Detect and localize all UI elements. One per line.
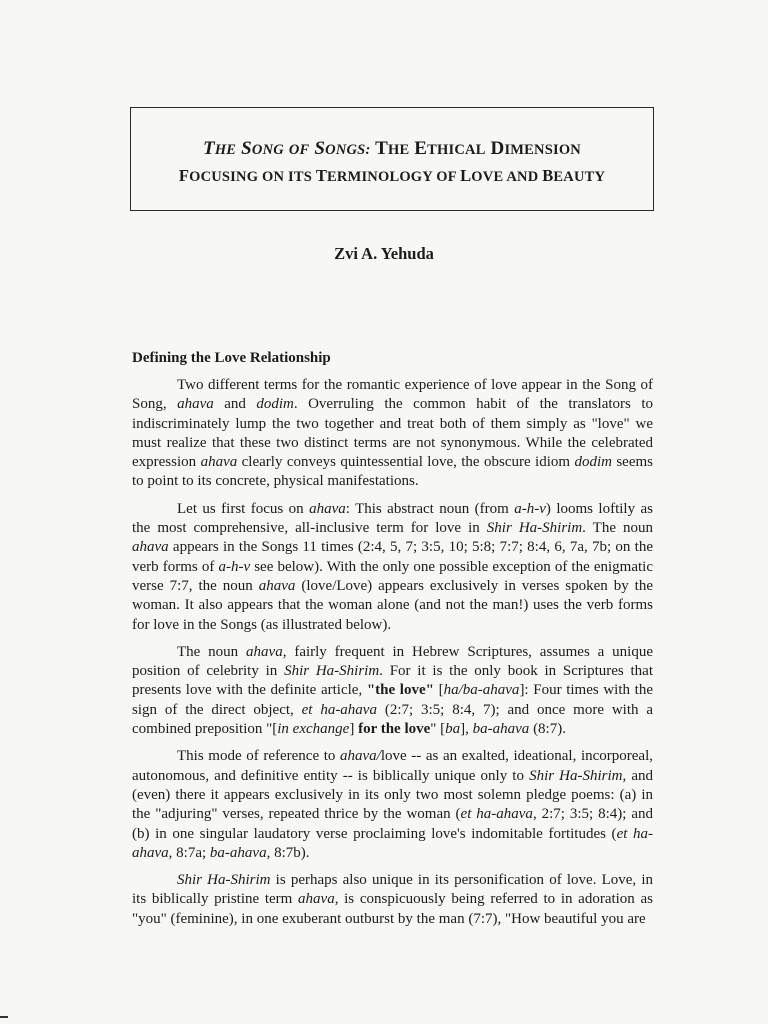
section-heading: Defining the Love Relationship xyxy=(132,350,331,366)
italic-term: ahava xyxy=(258,577,296,594)
italic-term: ahava xyxy=(246,643,283,660)
italic-term: ahava xyxy=(309,500,346,517)
bold-term: for the love xyxy=(358,721,431,738)
scan-edge-mark xyxy=(0,1016,8,1018)
italic-term: in exchange xyxy=(277,721,350,738)
title-rest: THE ETHICAL DIMENSION xyxy=(375,138,581,159)
italic-term: ba xyxy=(445,721,461,738)
italic-term: Shir Ha-Shirim xyxy=(177,872,271,889)
italic-term: ahava/ xyxy=(340,748,381,765)
italic-term: et ha-ahava xyxy=(460,806,533,823)
italic-term: ba-ahava xyxy=(209,844,267,861)
italic-term: ahava xyxy=(132,539,169,556)
paragraph-2: Let us first focus on ahava: This abstract noun (from a-h-v) looms loftily as the most comprehensive, all-inclusive term for love in Shir Ha-Shirim. The noun ahava appears in the Songs 11 times (2:4, 5, 7; 3:5, 10; 5:8; 7:7; 8:4, 6, 7a, 7b; on the verb forms of a-h-v see below). With the only one possible exception of the enigmatic verse 7:7, the noun ahava (love/Love) appears exclusively in verses spoken by the woman. It also appears that the woman alone (and not the man!) uses the verb forms for love in the Songs (as illustrated below). xyxy=(132,500,654,633)
paragraph-3: The noun ahava, fairly frequent in Hebrew Scriptures, assumes a unique position of celebrity in Shir Ha-Shirim. For it is the only book in Scriptures that presents love with the definite article, "the love" [ha/ba-ahava]: Four times with the sign of the direct object, et ha-ahava (2:7; 3:5; 8:4, 7); and once more with a combined preposition "[in exchange] for the love" [ba], ba-ahava (8:7). xyxy=(132,643,654,738)
italic-term: ahava xyxy=(177,396,214,413)
italic-term: ha/ba-ahava xyxy=(443,682,520,699)
body-text xyxy=(132,376,653,937)
document-subtitle: FOCUSING ON ITS TERMINOLOGY OF LOVE AND BEAUTY xyxy=(178,166,606,185)
author-name: Zvi A. Yehuda xyxy=(334,244,434,263)
italic-term: a-h-v xyxy=(218,558,251,575)
bold-term: "the love" xyxy=(366,682,434,699)
title-box xyxy=(130,107,654,211)
paragraph-5: Shir Ha-Shirim is perhaps also unique in its personification of love. Love, in its biblically pristine term ahava, is conspicuously being referred to in adoration as "you" (feminine), in one exuberant outburst by the man (7:7), "How beautiful you are xyxy=(132,872,653,927)
title-italic-part: THE SONG OF SONGS: xyxy=(203,138,371,159)
paragraph-4: This mode of reference to ahava/love -- as an exalted, ideational, incorporeal, autonomous, and definitive entity -- is biblically unique only to Shir Ha-Shirim, and (even) there it appears exclusively in its only two most solemn pledge poems: (a) in the "adjuring" verses, repeated thrice by the woman (et ha-ahava, 2:7; 3:5; 8:4); and (b) in one singular laudatory verse proclaiming love's indomitable fortitudes (et ha-ahava, 8:7a; ba-ahava, 8:7b). xyxy=(132,748,654,861)
italic-term: dodim xyxy=(574,454,612,471)
italic-term: ahava xyxy=(200,454,238,471)
document-title xyxy=(131,138,653,160)
paragraph-1: Two different terms for the romantic experience of love appear in the Song of Song, ahava and dodim. Overruling the common habit of the translators to indiscriminately lump the two together and treat both of them simply as "love" we must realize that these two distinct terms are not synonymous. While the celebrated expression ahava clearly conveys quintessential love, the obscure idiom dodim seems to point to its concrete, physical manifestations. xyxy=(132,377,653,490)
italic-term: a-h-v xyxy=(514,500,546,517)
italic-term: Shir Ha-Shirim xyxy=(529,767,623,784)
italic-term: Shir Ha-Shirim xyxy=(486,520,583,537)
italic-term: et ha-ahava xyxy=(301,701,377,718)
italic-term: dodim xyxy=(256,396,294,413)
italic-term: ahava xyxy=(298,891,335,908)
italic-term: et ha-ahava xyxy=(132,825,653,861)
italic-term: Shir Ha-Shirim xyxy=(284,663,380,680)
italic-term: ba-ahava xyxy=(472,721,530,738)
